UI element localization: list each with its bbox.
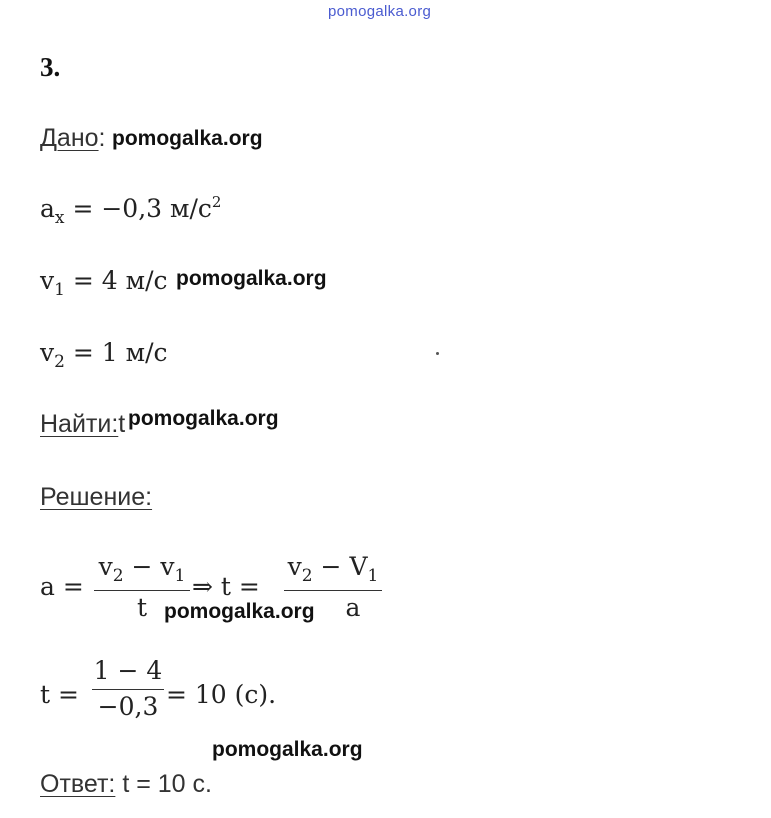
calc-result: = 10 (с).	[166, 680, 277, 709]
given-v1	[40, 266, 168, 300]
given-acceleration	[40, 193, 221, 228]
ax-sup: 2	[211, 193, 222, 211]
answer-value: t = 10 с.	[115, 770, 212, 798]
answer-label: Ответ:	[40, 770, 116, 798]
find-label: Найти:	[40, 410, 119, 438]
fraction-2-numerator: $v_2 - V_1$	[287, 552, 379, 586]
v2-rhs: = 1 м/с	[64, 338, 168, 367]
given-heading	[40, 124, 106, 153]
solution-heading	[40, 483, 152, 512]
stray-dot	[436, 352, 439, 355]
formula-implies: ⇒ t =	[192, 572, 260, 601]
given-colon: :	[98, 124, 106, 152]
formula-lhs: a =	[40, 572, 84, 601]
calc-numerator: 1 − 4	[93, 656, 163, 685]
fraction-2-denominator: a	[345, 593, 361, 622]
v1-sub: 1	[54, 280, 65, 300]
ax-rhs: = −0,3 м/с	[64, 194, 212, 223]
calc-denominator: −0,3	[97, 692, 159, 721]
watermark-overlay-4: pomogalka.org	[164, 600, 315, 623]
watermark-overlay-5: pomogalka.org	[212, 738, 363, 761]
solution-label: Решение:	[40, 483, 153, 511]
v2-sub: 2	[54, 352, 65, 372]
watermark-overlay-1: pomogalka.org	[112, 127, 263, 150]
watermark-overlay-3: pomogalka.org	[128, 407, 279, 430]
v1-var: v	[40, 266, 55, 295]
ax-var: a	[40, 194, 55, 223]
top-watermark[interactable]: pomogalka.org	[328, 3, 432, 20]
find-value: t	[118, 410, 126, 438]
given-label: Дано	[40, 124, 99, 152]
given-v2	[40, 338, 168, 372]
fraction-1-denominator: t	[136, 593, 148, 622]
watermark-overlay-2: pomogalka.org	[176, 267, 327, 290]
fraction-1-numerator: $v_2 - v_1$	[98, 552, 186, 586]
v1-rhs: = 4 м/с	[64, 266, 168, 295]
ax-sub: x	[54, 208, 65, 228]
v2-var: v	[40, 338, 55, 367]
find-heading	[40, 410, 125, 439]
answer-line	[40, 770, 212, 799]
calc-lhs: t =	[40, 680, 79, 709]
problem-number: 3.	[40, 52, 61, 82]
calc-fraction	[92, 656, 164, 721]
